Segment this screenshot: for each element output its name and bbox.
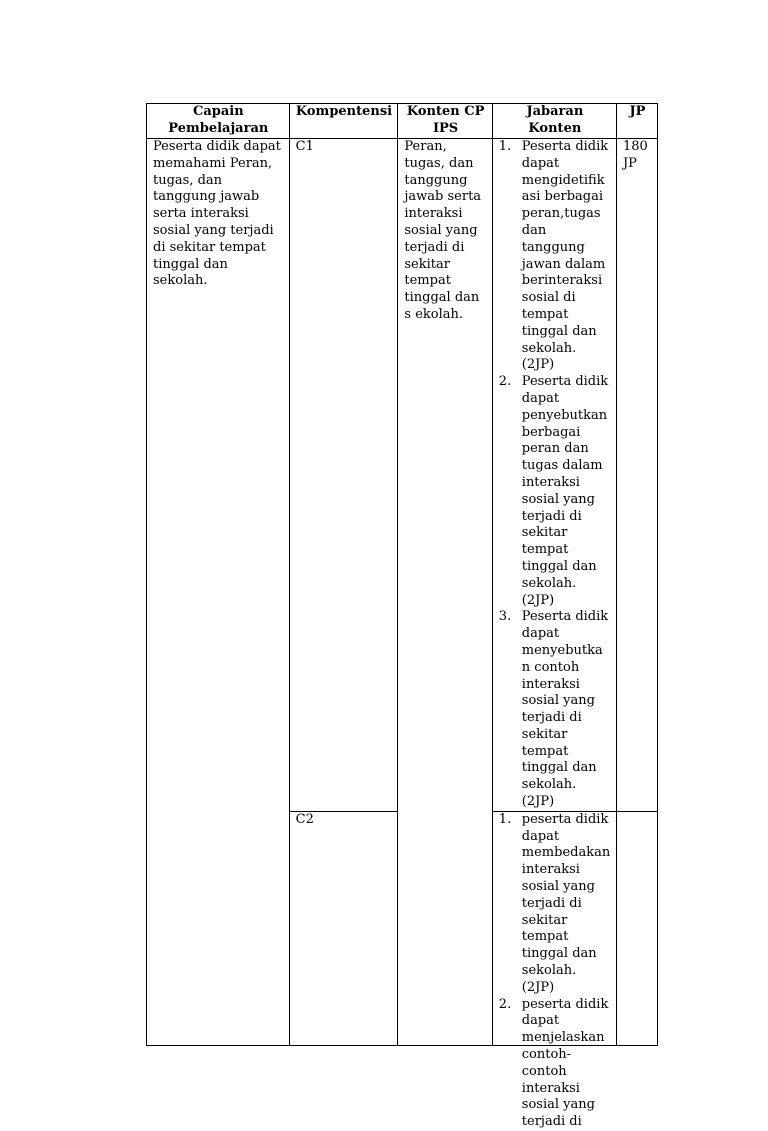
capaian-cell: Peserta didik dapat memahami Peran, tugas, dan tanggung jawab serta interaksi sosial yang terjadi di sekitar tempat tinggal dan sekolah.	[147, 139, 290, 1046]
header-konten: Konten CP IPS	[398, 104, 492, 139]
list-item: Peserta didik dapat penyebutkan berbagai peran dan tugas dalam interaksi sosial yang terjadi di sekitar tempat tinggal dan sekolah. (2JP)	[521, 374, 609, 608]
jp-cell: 180 JP	[616, 139, 657, 812]
jabaran-cell	[492, 811, 616, 1130]
header-jabaran: Jabaran Konten	[492, 104, 616, 139]
jabaran-cell	[492, 139, 616, 812]
list-item: Peserta didik dapat menyebutkan contoh interaksi sosial yang terjadi di sekitar tempat tinggal dan sekolah. (2JP)	[521, 609, 609, 810]
cp-table	[146, 103, 658, 1130]
jabaran-list	[499, 139, 611, 811]
header-capaian: Capain Pembelajaran	[147, 104, 290, 139]
table-header-row	[147, 104, 658, 139]
list-item: peserta didik dapat menjelaskan contoh-contoh interaksi sosial yang terjadi di	[521, 996, 609, 1130]
jabaran-list	[499, 812, 611, 1131]
header-kompetensi: Kompentensi	[289, 104, 398, 139]
table-row	[147, 139, 658, 812]
kompetensi-cell: C2	[289, 811, 398, 1045]
header-jp: JP	[616, 104, 657, 139]
jp-cell	[616, 811, 657, 1045]
kompetensi-cell: C1	[289, 139, 398, 812]
list-item: Peserta didik dapat mengidetifikasi berbagai peran,tugas dan tanggung jawan dalam berinteraksi sosial di tempat tinggal dan sekolah. (2JP)	[521, 139, 609, 373]
list-item: peserta didik dapat membedakan interaksi sosial yang terjadi di sekitar tempat tinggal dan sekolah. (2JP)	[521, 811, 611, 995]
konten-cell: Peran, tugas, dan tanggung jawab serta interaksi sosial yang terjadi di sekitar tempat tinggal dan s ekolah.	[398, 139, 492, 1046]
